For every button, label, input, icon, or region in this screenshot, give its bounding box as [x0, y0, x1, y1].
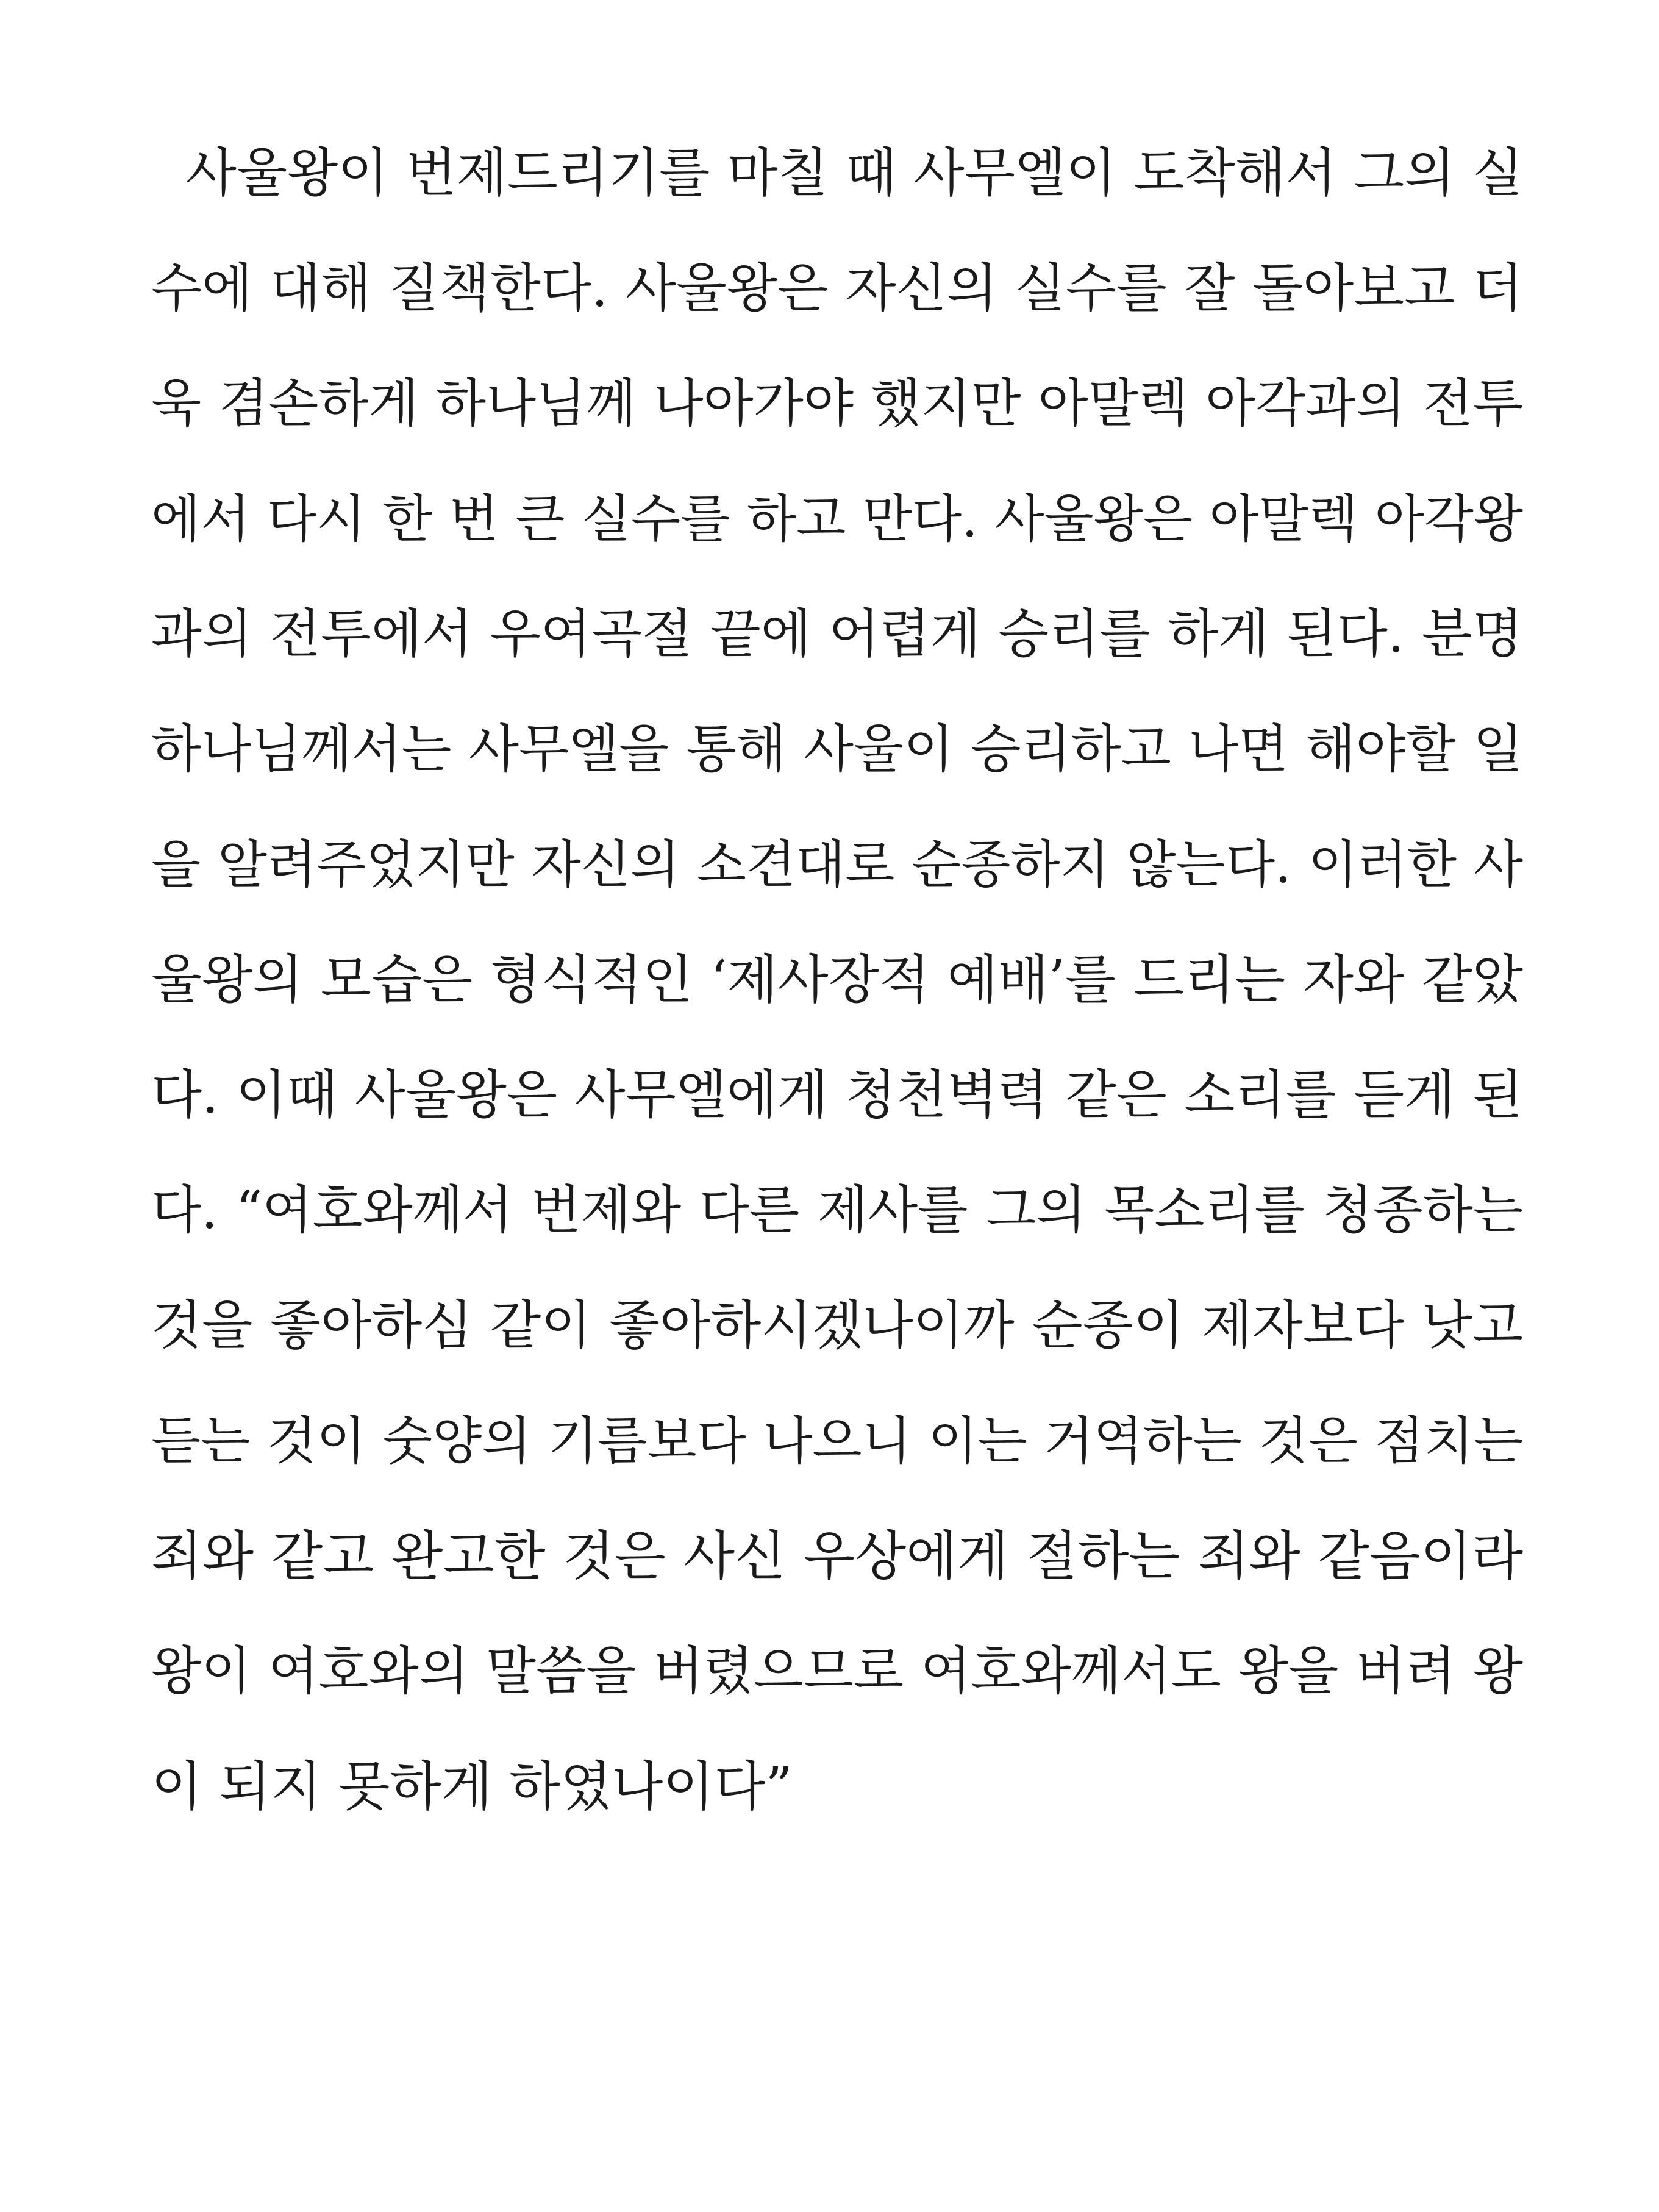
text-line: 과의 전투에서 우여곡절 끝에 어렵게 승리를 하게 된다. 분명	[151, 604, 1523, 665]
text-line: 을 알려주었지만 자신의 소견대로 순종하지 않는다. 이러한 사	[151, 835, 1523, 894]
text-line: 죄와 같고 완고한 것은 사신 우상에게 절하는 죄와 같음이라	[151, 1525, 1523, 1587]
text-line: 하나님께서는 사무엘을 통해 사울이 승리하고 나면 해야할 일	[151, 719, 1523, 780]
text-line: 듣는 것이 숫양의 기름보다 나으니 이는 거역하는 것은 점치는	[151, 1411, 1523, 1471]
text-line: 수에 대해 질책한다. 사울왕은 자신의 실수를 잘 돌아보고 더	[151, 258, 1523, 319]
text-line: 것을 좋아하심 같이 좋아하시겠나이까 순종이 제자보다 낫고	[151, 1295, 1523, 1356]
text-line: 이 되지 못하게 하였나이다”	[151, 1755, 793, 1818]
text-line: 에서 다시 한 번 큰 실수를 하고 만다. 사울왕은 아말렉 아각왕	[151, 489, 1523, 549]
text-line: 다. “여호와께서 번제와 다른 제사를 그의 목소리를 청종하는	[151, 1180, 1523, 1241]
body-paragraph	[151, 116, 1523, 1844]
text-line: 다. 이때 사울왕은 사무엘에게 청천벽력 같은 소리를 듣게 된	[151, 1065, 1523, 1126]
text-line: 왕이 여호와의 말씀을 버렸으므로 여호와께서도 왕을 버려 왕	[151, 1641, 1523, 1702]
text-line: 욱 겸손하게 하나님께 나아가야 했지만 아말렉 아각과의 전투	[151, 374, 1523, 434]
text-line: 사울왕이 번제드리기를 마칠 때 사무엘이 도착해서 그의 실	[151, 143, 1523, 204]
text-line: 울왕의 모습은 형식적인 ‘제사장적 예배’를 드리는 자와 같았	[151, 949, 1523, 1010]
